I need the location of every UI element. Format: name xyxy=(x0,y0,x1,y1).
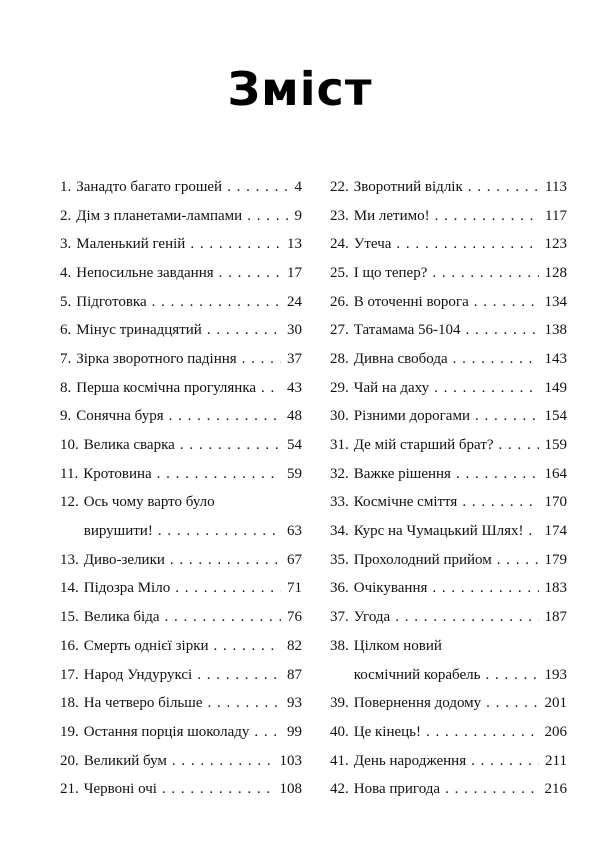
toc-entry xyxy=(330,316,567,345)
toc-entry xyxy=(60,661,302,690)
chapter-title: Дивна свобода xyxy=(353,350,448,367)
page-number: 179 xyxy=(544,551,567,568)
chapter-title: Курс на Чумацький Шлях! xyxy=(353,523,524,540)
page-number: 82 xyxy=(287,637,302,654)
chapter-number: 9. xyxy=(60,408,72,425)
chapter-number: 41. xyxy=(330,752,349,769)
chapter-number: 4. xyxy=(60,264,72,281)
toc-entry xyxy=(60,489,302,518)
page-number: 117 xyxy=(545,207,567,224)
chapter-title: Остання порція шоколаду xyxy=(83,723,250,740)
dot-leader xyxy=(396,236,538,253)
dot-leader xyxy=(190,236,281,253)
chapter-number: 39. xyxy=(330,695,349,712)
chapter-number: 25. xyxy=(330,264,349,281)
dot-leader xyxy=(471,753,539,770)
toc-entry xyxy=(330,431,567,460)
page-number: 4 xyxy=(294,178,302,195)
dot-leader xyxy=(453,351,539,368)
dot-leader xyxy=(435,208,539,225)
chapter-title: Прохолодний прийом xyxy=(353,551,492,568)
dot-leader xyxy=(157,466,281,483)
page-number: 17 xyxy=(287,264,302,281)
chapter-number: 29. xyxy=(330,379,349,396)
page-number: 201 xyxy=(544,695,567,712)
dot-leader xyxy=(219,265,281,282)
dot-leader xyxy=(497,552,539,569)
page-number: 170 xyxy=(544,494,567,511)
dot-leader xyxy=(164,609,281,626)
toc-entry xyxy=(330,517,567,546)
page-number: 48 xyxy=(287,408,302,425)
chapter-title: Підготовка xyxy=(76,293,147,310)
toc-entry xyxy=(60,259,302,288)
toc-entry xyxy=(60,575,302,604)
chapter-number: 31. xyxy=(330,437,349,454)
dot-leader xyxy=(172,753,274,770)
toc-entry xyxy=(330,230,567,259)
chapter-title: Чай на даху xyxy=(353,379,430,396)
dot-leader xyxy=(158,523,281,540)
toc-entry xyxy=(60,546,302,575)
chapter-number: 20. xyxy=(60,752,79,769)
dot-leader xyxy=(434,380,538,397)
page-number: 87 xyxy=(287,666,302,683)
toc-entry xyxy=(60,689,302,718)
dot-leader xyxy=(395,609,538,626)
chapter-title: Повернення додому xyxy=(353,695,482,712)
page-number: 134 xyxy=(544,293,567,310)
toc-entry xyxy=(330,575,567,604)
chapter-number: 23. xyxy=(330,207,349,224)
toc-entry xyxy=(330,546,567,575)
chapter-title-continued: вирушити! xyxy=(83,523,153,540)
page-number: 113 xyxy=(545,178,567,195)
page-number: 138 xyxy=(544,322,567,339)
page-number: 164 xyxy=(544,465,567,482)
chapter-number: 27. xyxy=(330,322,349,339)
dot-leader xyxy=(499,437,539,454)
page-number: 108 xyxy=(279,781,302,798)
chapter-title: Велика біда xyxy=(83,609,160,626)
chapter-number: 8. xyxy=(60,379,72,396)
chapter-title: Ми летимо! xyxy=(353,207,430,224)
page-number: 159 xyxy=(544,437,567,454)
toc-entry xyxy=(60,747,302,776)
toc-entry xyxy=(60,288,302,317)
page-number: 103 xyxy=(279,752,302,769)
chapter-number: 11. xyxy=(60,465,79,482)
chapter-number: 26. xyxy=(330,293,349,310)
chapter-title: Це кінець! xyxy=(353,723,421,740)
chapter-number: 28. xyxy=(330,350,349,367)
page-number: 143 xyxy=(544,350,567,367)
chapter-title: Кротовина xyxy=(83,465,152,482)
toc-entry xyxy=(330,403,567,432)
toc-entry-continuation xyxy=(330,661,567,690)
page-number: 30 xyxy=(287,322,302,339)
chapter-title: Утеча xyxy=(353,236,392,253)
page-number: 206 xyxy=(544,723,567,740)
dot-leader xyxy=(485,667,538,684)
page-title: Зміст xyxy=(227,62,373,116)
chapter-title: Мінус тринадцятий xyxy=(76,322,202,339)
page-number: 93 xyxy=(287,695,302,712)
dot-leader xyxy=(214,638,281,655)
toc-entry xyxy=(330,689,567,718)
page-number: 59 xyxy=(287,465,302,482)
chapter-number: 22. xyxy=(330,178,349,195)
page-number: 43 xyxy=(287,379,302,396)
chapter-title: Великий бум xyxy=(83,752,167,769)
toc-entry xyxy=(330,202,567,231)
chapter-number: 7. xyxy=(60,350,72,367)
page-number: 211 xyxy=(545,752,567,769)
chapter-title: Перша космічна прогулянка xyxy=(76,379,257,396)
chapter-title: Зірка зворотного падіння xyxy=(76,350,237,367)
chapter-number: 40. xyxy=(330,723,349,740)
dot-leader xyxy=(170,552,281,569)
toc-entry xyxy=(330,775,567,804)
dot-leader xyxy=(175,580,281,597)
toc-entry xyxy=(330,603,567,632)
chapter-title: Важке рішення xyxy=(353,465,451,482)
toc-entry xyxy=(60,403,302,432)
page-number: 149 xyxy=(544,379,567,396)
dot-leader xyxy=(432,580,538,597)
page-number: 67 xyxy=(287,551,302,568)
dot-leader xyxy=(486,695,538,712)
chapter-title: Маленький геній xyxy=(76,236,186,253)
chapter-number: 2. xyxy=(60,207,72,224)
chapter-title: Угода xyxy=(353,609,391,626)
chapter-title: Де мій старший брат? xyxy=(353,437,494,454)
chapter-number: 38. xyxy=(330,637,349,654)
toc-entry xyxy=(60,632,302,661)
chapter-title: Непосильне завдання xyxy=(76,264,214,281)
chapter-title: Татамама 56-104 xyxy=(353,322,461,339)
page-number: 9 xyxy=(294,207,302,224)
chapter-title: Нова пригода xyxy=(353,781,441,798)
dot-leader xyxy=(261,380,281,397)
dot-leader xyxy=(207,695,281,712)
toc-column-right xyxy=(330,173,567,804)
toc-entry xyxy=(60,345,302,374)
toc-entry xyxy=(60,202,302,231)
dot-leader xyxy=(426,724,539,741)
toc-entry xyxy=(330,632,567,661)
chapter-title: Дім з планетами-лампами xyxy=(76,207,243,224)
page-number: 174 xyxy=(544,523,567,540)
dot-leader xyxy=(169,408,281,425)
page-number: 24 xyxy=(287,293,302,310)
chapter-title: Диво-зелики xyxy=(83,551,165,568)
toc-entry xyxy=(60,230,302,259)
page-number: 54 xyxy=(287,437,302,454)
toc-entry xyxy=(330,718,567,747)
toc-entry xyxy=(60,316,302,345)
page-number: 183 xyxy=(544,580,567,597)
chapter-title: День народження xyxy=(353,752,467,769)
chapter-title: Червоні очі xyxy=(83,781,157,798)
dot-leader xyxy=(462,494,538,511)
dot-leader xyxy=(242,351,281,368)
page-number: 187 xyxy=(544,609,567,626)
toc-entry xyxy=(60,603,302,632)
chapter-title: Занадто багато грошей xyxy=(76,178,223,195)
dot-leader xyxy=(466,322,539,339)
dot-leader xyxy=(529,523,539,540)
dot-leader xyxy=(207,322,281,339)
dot-leader xyxy=(197,667,281,684)
dot-leader xyxy=(474,294,539,311)
dot-leader xyxy=(152,294,281,311)
dot-leader xyxy=(445,781,538,798)
chapter-number: 21. xyxy=(60,781,79,798)
chapter-number: 36. xyxy=(330,580,349,597)
chapter-title: Цілком новий xyxy=(353,637,442,654)
toc-entry xyxy=(60,718,302,747)
dot-leader xyxy=(468,179,539,196)
page-number: 71 xyxy=(287,580,302,597)
chapter-number: 18. xyxy=(60,695,79,712)
chapter-title: І що тепер? xyxy=(353,264,428,281)
chapter-title: Ось чому варто було xyxy=(83,494,215,511)
toc-entry xyxy=(330,374,567,403)
dot-leader xyxy=(475,408,539,425)
toc-entry-continuation xyxy=(60,517,302,546)
chapter-number: 5. xyxy=(60,293,72,310)
dot-leader xyxy=(162,781,274,798)
page-number: 76 xyxy=(287,609,302,626)
toc-entry xyxy=(60,173,302,202)
chapter-number: 14. xyxy=(60,580,79,597)
chapter-number: 35. xyxy=(330,551,349,568)
page-number: 99 xyxy=(287,723,302,740)
chapter-number: 6. xyxy=(60,322,72,339)
chapter-title: Сонячна буря xyxy=(76,408,164,425)
dot-leader xyxy=(180,437,281,454)
toc-entry xyxy=(60,374,302,403)
chapter-number: 42. xyxy=(330,781,349,798)
chapter-number: 30. xyxy=(330,408,349,425)
chapter-number: 12. xyxy=(60,494,79,511)
page-number: 216 xyxy=(544,781,567,798)
chapter-number: 33. xyxy=(330,494,349,511)
chapter-title: Космічне сміття xyxy=(353,494,458,511)
chapter-number: 17. xyxy=(60,666,79,683)
chapter-number: 3. xyxy=(60,236,72,253)
chapter-title: Зворотний відлік xyxy=(353,178,463,195)
chapter-number: 10. xyxy=(60,437,79,454)
dot-leader xyxy=(247,208,288,225)
dot-leader xyxy=(227,179,288,196)
toc-entry xyxy=(330,489,567,518)
chapter-title: Велика сварка xyxy=(83,437,175,454)
toc-entry xyxy=(60,775,302,804)
chapter-title: Різними дорогами xyxy=(353,408,470,425)
toc-entry xyxy=(330,173,567,202)
chapter-title-continued: космічний корабель xyxy=(353,666,481,683)
chapter-number: 15. xyxy=(60,609,79,626)
toc-entry xyxy=(330,460,567,489)
page-number: 13 xyxy=(287,236,302,253)
chapter-number: 19. xyxy=(60,723,79,740)
page-number: 154 xyxy=(544,408,567,425)
page-number: 37 xyxy=(287,350,302,367)
chapter-title: Народ Ундуруксі xyxy=(83,666,193,683)
chapter-number: 1. xyxy=(60,178,72,195)
chapter-number: 24. xyxy=(330,236,349,253)
dot-leader xyxy=(254,724,281,741)
toc-entry xyxy=(60,431,302,460)
page-number: 63 xyxy=(287,523,302,540)
chapter-title: Очікування xyxy=(353,580,428,597)
toc-entry xyxy=(330,747,567,776)
toc-column-left xyxy=(60,173,302,804)
chapter-title: Підозра Міло xyxy=(83,580,171,597)
dot-leader xyxy=(432,265,538,282)
toc-entry xyxy=(330,259,567,288)
dot-leader xyxy=(456,466,539,483)
toc-entry xyxy=(60,460,302,489)
chapter-title: Смерть однієї зірки xyxy=(83,637,209,654)
toc-entry xyxy=(330,288,567,317)
chapter-number: 16. xyxy=(60,637,79,654)
chapter-number: 37. xyxy=(330,609,349,626)
page-number: 128 xyxy=(544,264,567,281)
chapter-number: 32. xyxy=(330,465,349,482)
chapter-number: 13. xyxy=(60,551,79,568)
chapter-number: 34. xyxy=(330,523,349,540)
toc-entry xyxy=(330,345,567,374)
chapter-title: На четверо більше xyxy=(83,695,203,712)
page-number: 123 xyxy=(544,236,567,253)
page-number: 193 xyxy=(544,666,567,683)
chapter-title: В оточенні ворога xyxy=(353,293,469,310)
